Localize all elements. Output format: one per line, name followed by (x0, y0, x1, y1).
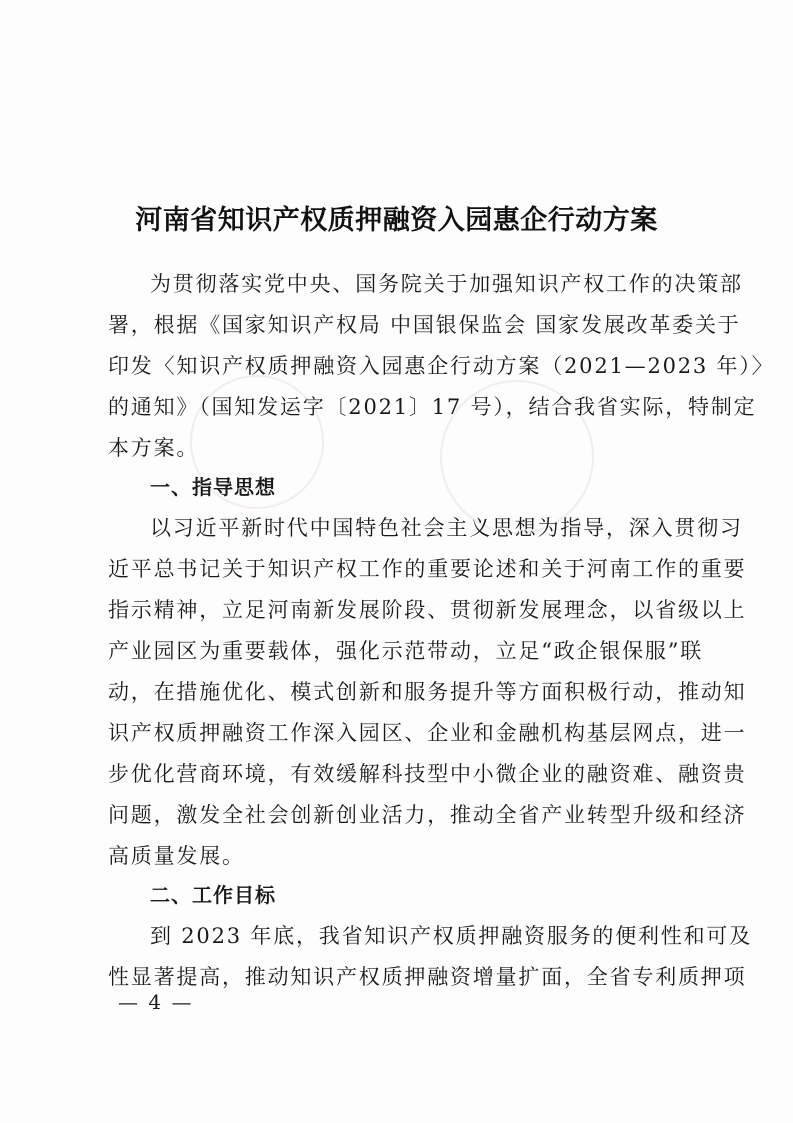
intro-line: 为贯彻落实党中央、国务院关于加强知识产权工作的决策部 (150, 272, 743, 296)
intro-line: 署，根据《国家知识产权局 中国银保监会 国家发展改革委关于 (108, 313, 741, 337)
section1-line: 以习近平新时代中国特色社会主义思想为指导，深入贯彻习 (150, 516, 743, 540)
section1-line: 问题，激发全社会创新创业活力，推动全省产业转型升级和经济 (108, 803, 747, 827)
section1-line: 动，在措施优化、模式创新和服务提升等方面积极行动，推动知 (108, 680, 747, 704)
section1-line: 高质量发展。 (108, 844, 245, 868)
section1-line: 指示精神，立足河南新发展阶段、贯彻新发展理念，以省级以上 (108, 598, 747, 622)
page-number: — 4 — (118, 990, 194, 1014)
document-title: 河南省知识产权质押融资入园惠企行动方案 (135, 205, 658, 236)
section1-line: 识产权质押融资工作深入园区、企业和金融机构基层网点，进一 (108, 721, 747, 745)
section1-line: 近平总书记关于知识产权工作的重要论述和关于河南工作的重要 (108, 557, 747, 581)
section2-line: 性显著提高，推动知识产权质押融资增量扩面，全省专利质押项 (108, 965, 747, 989)
intro-line: 印发〈知识产权质押融资入园惠企行动方案（2021—2023 年）〉 (108, 354, 775, 378)
section2-line: 到 2023 年底，我省知识产权质押融资服务的便利性和可及 (150, 924, 752, 948)
intro-line: 本方案。 (108, 436, 200, 460)
section1-line: 步优化营商环境，有效缓解科技型中小微企业的融资难、融资贵 (108, 762, 747, 786)
section-heading-guiding-ideology: 一、指导思想 (150, 475, 276, 499)
intro-line: 的通知》（国知发运字〔2021〕17 号），结合我省实际，特制定 (108, 395, 757, 419)
section1-line: 产业园区为重要载体，强化示范带动，立足“政企银保服”联 (108, 639, 704, 663)
section-heading-work-goals: 二、工作目标 (150, 883, 276, 907)
